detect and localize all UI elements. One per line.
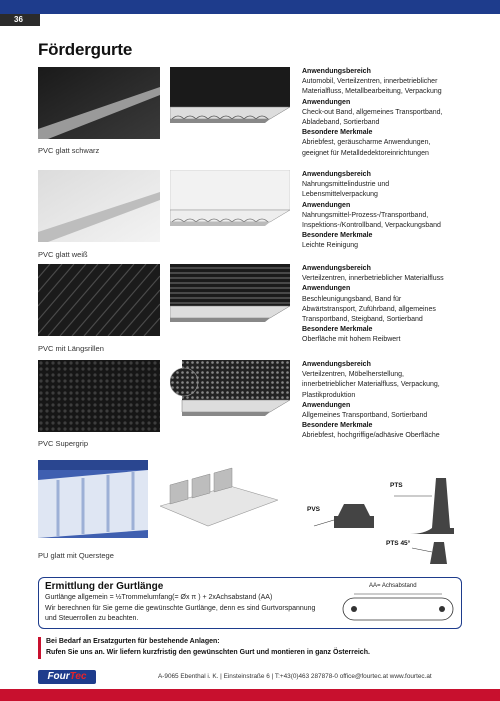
desc-line: Plastikproduktion <box>302 391 356 399</box>
cleat-profiles-diagram <box>304 468 468 564</box>
desc-line: Nahrungsmittelindustrie und <box>302 181 390 189</box>
desc-line: Abriebfest, hochgriffige/adhäsive Oberfläche <box>302 432 440 440</box>
product-caption: PVC glatt schwarz <box>38 146 100 155</box>
desc-line: Lebensmittelverpackung <box>302 191 378 199</box>
product-description <box>302 264 480 346</box>
product-row-pvc-grooves <box>38 264 468 354</box>
desc-heading: Besondere Merkmale <box>302 129 373 137</box>
footer-address: A-9065 Ebenthal i. K. | Einsteinstraße 6 | T:+43(0)463 287878-0 office@fourtec.at www.fourtec.at <box>158 673 432 680</box>
product-caption: PVC glatt weiß <box>38 250 88 259</box>
page-title: Fördergurte <box>38 40 133 59</box>
desc-heading: Anwendungsbereich <box>302 171 371 178</box>
product-row-pvc-supergrip <box>38 360 468 450</box>
belt-length-box <box>38 577 462 629</box>
desc-line: Automobil, Verteilzentren, innerbetrieblicher <box>302 78 438 86</box>
desc-heading: Anwendungsbereich <box>302 361 371 368</box>
product-description <box>302 170 480 252</box>
belt-photo-grooves <box>38 264 160 336</box>
top-color-bar <box>0 0 500 14</box>
replacement-notice <box>38 637 462 659</box>
notice-line-1: Bei Bedarf an Ersatzgurten für bestehende Anlagen: <box>46 638 220 645</box>
belt-photo-white <box>38 170 160 242</box>
belt-diagram-grooves <box>170 264 290 342</box>
desc-line: Oberfläche mit hohem Reibwert <box>302 336 401 344</box>
belt-diagram-white <box>170 170 290 248</box>
desc-line: Abladeband, Sortierband <box>302 119 380 127</box>
desc-line: Nahrungsmittel-Prozess-/Transportband, <box>302 211 429 219</box>
desc-heading: Besondere Merkmale <box>302 326 373 334</box>
axis-distance-label: AA= Achsabstand <box>369 583 417 589</box>
product-description <box>302 67 480 159</box>
calc-text-1: Wir berechnen für Sie gerne die gewünschte Gurtlänge, denn es sind Gurtvorspannung <box>45 605 316 612</box>
desc-heading: Besondere Merkmale <box>302 232 373 240</box>
desc-line: Inspektions-/Kontrollband, Verpackungsband <box>302 222 441 230</box>
desc-line: Transportband, Steigband, Sortierband <box>302 316 423 324</box>
pu-cleats-diagram <box>160 466 278 538</box>
belt-diagram-supergrip <box>170 360 290 438</box>
belt-photo-black <box>38 67 160 139</box>
belt-photo-supergrip <box>38 360 160 432</box>
desc-line: Abriebfest, geräuscharme Anwendungen, <box>302 139 431 147</box>
bottom-color-bar <box>0 689 500 701</box>
desc-line: Allgemeines Transportband, Sortierband <box>302 412 428 420</box>
profile-label-pts45: PTS 45° <box>386 540 411 547</box>
product-caption: PVC Supergrip <box>38 439 89 448</box>
product-row-pvc-black <box>38 67 468 157</box>
footer <box>38 670 468 684</box>
desc-line: geeignet für Metalldedektoreinrichtungen <box>302 149 429 157</box>
desc-heading: Anwendungsbereich <box>302 68 371 75</box>
profile-label-pts: PTS <box>390 482 403 489</box>
desc-heading: Besondere Merkmale <box>302 422 373 430</box>
desc-heading: Anwendungsbereich <box>302 265 371 272</box>
calc-formula: Gurtlänge allgemein = ½Trommelumfang(= Øx π ) + 2xAchsabstand (AA) <box>45 594 273 601</box>
desc-heading: Anwendungen <box>302 98 351 106</box>
product-description <box>302 360 480 442</box>
axis-distance-diagram <box>339 584 457 624</box>
product-caption: PVC mit Längsrillen <box>38 344 104 353</box>
notice-line-2: Rufen Sie uns an. Wir liefern kurzfristig den gewünschten Gurt und montieren in ganz Österreich. <box>46 648 370 656</box>
fourtec-logo: FourTec <box>38 670 96 684</box>
page-number: 36 <box>0 14 40 26</box>
desc-line: Check-out Band, allgemeines Transportband, <box>302 108 443 116</box>
desc-line: Materialfluss, Metallbearbeitung, Verpackung <box>302 88 442 96</box>
product-caption: PU glatt mit Querstege <box>38 551 114 560</box>
desc-line: Verteilzentren, Möbelherstellung, <box>302 371 404 379</box>
desc-line: Verteilzentren, innerbetrieblicher Materialfluss <box>302 275 444 283</box>
desc-heading: Anwendungen <box>302 401 351 409</box>
desc-heading: Anwendungen <box>302 201 351 209</box>
calc-text-2: und Steuerrollen zu beachten. <box>45 615 139 622</box>
profile-label-pvs: PVS <box>307 506 321 513</box>
desc-line: innerbetrieblicher Materialfluss, Verpackung, <box>302 381 440 389</box>
pu-belt-photo <box>38 460 148 538</box>
desc-line: Beschleunigungsband, Band für <box>302 295 402 303</box>
product-row-pu <box>38 460 468 565</box>
desc-line: Abwärtstransport, Zuführband, allgemeines <box>302 305 436 313</box>
desc-heading: Anwendungen <box>302 285 351 293</box>
calc-title: Ermittlung der Gurtlänge <box>45 581 164 592</box>
desc-line: Leichte Reinigung <box>302 242 359 250</box>
belt-diagram-black <box>170 67 290 145</box>
product-row-pvc-white <box>38 170 468 260</box>
